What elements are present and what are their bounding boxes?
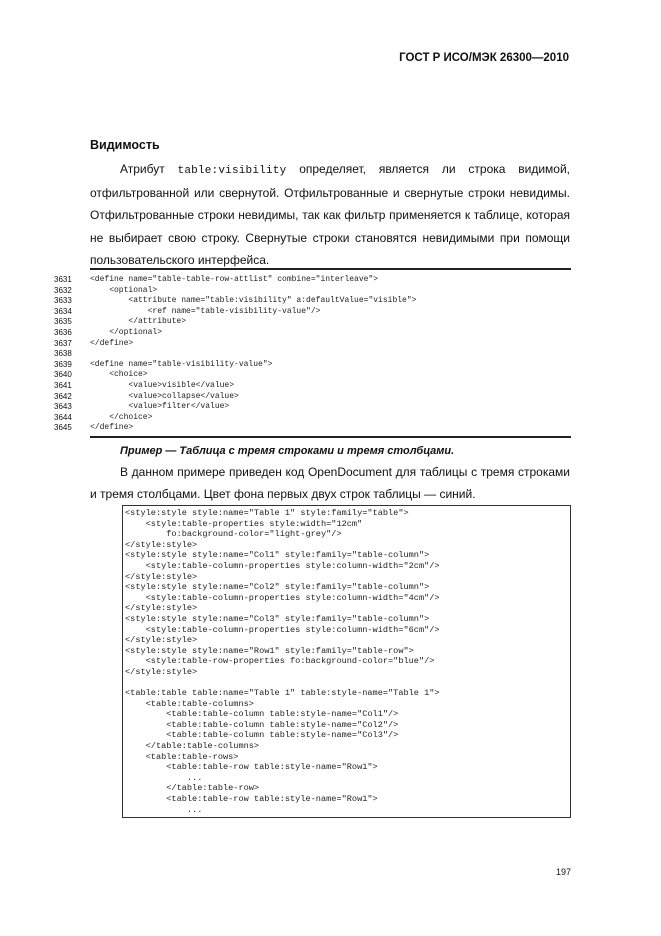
code-line: </table:table-columns> [125,741,260,752]
example-paragraph [90,461,570,505]
code-line: <table:table-column table:style-name="Col2"/> [125,719,399,730]
line-number: 3641 [54,380,72,390]
line-number: 3642 [54,391,72,401]
code-line: <style:table-column-properties style:column-width="6cm"/> [125,624,440,635]
document-header: ГОСТ Р ИСО/МЭК 26300—2010 [399,52,569,64]
line-number: 3637 [54,338,72,348]
code-line: <define name="table-visibility-value"> [90,359,273,369]
example-text: В данном примере приведен код OpenDocument для таблицы с тремя строками и тремя столбцами. Цвет фона первых двух строк таблицы — синий. [90,465,570,502]
code-line [125,678,440,689]
line-number: 3638 [54,349,72,359]
code-line: <table:table-columns> [125,698,254,709]
visibility-paragraph [90,158,570,271]
example-code [125,508,440,815]
example-code-box [122,505,571,818]
line-number: 3633 [54,296,72,306]
code-line: </style:style> [125,666,198,677]
code-line: <attribute name="table:visibility" a:defaultValue="visible"> [90,296,417,306]
code-line: <style:style style:name="Col2" style:family="table-column"> [125,582,430,593]
code-line: </attribute> [90,317,187,327]
code-line: </style:style> [125,635,198,646]
line-number: 3644 [54,412,72,422]
code-line: </optional> [90,327,163,337]
code-line: <optional> [90,285,158,295]
code-line: </define> [90,338,134,348]
listing-top-rule [90,268,571,270]
code-line: <define name="table-table-row-attlist" combine="interleave"> [90,275,379,284]
code-line: <style:style style:name="Col3" style:family="table-column"> [125,613,430,624]
line-number: 3639 [54,359,72,369]
page-number: 197 [556,867,572,877]
code-line: fo:background-color="light-grey"/> [125,529,342,540]
code-line [90,349,416,360]
code-line: <choice> [90,370,148,380]
code-line: <value>visible</value> [90,380,235,390]
line-number: 3635 [54,317,72,327]
code-line: <table:table table:name="Table 1" table:style-name="Table 1"> [125,688,440,699]
code-line: </define> [90,423,134,433]
code-line: <style:style style:name="Table 1" style:family="table"> [125,508,409,518]
code-line: <style:style style:name="Row1" style:family="table-row"> [125,645,414,656]
code-line: <table:table-row table:style-name="Row1"> [125,762,378,773]
code-line: <ref name="table-visibility-value"/> [90,306,321,316]
listing-bottom-rule [90,436,571,438]
para-text-after: определяет, является ли строка видимой, отфильтрованной или свернутой. Отфильтрованные и свернутые строки невидимы. Отфильтрованные строки невидимы, так как фильтр применяется к таблице, которая не выбирает свою строку. Свернутые строки становятся невидимыми при помощи пользовательского интерфейса. [90,162,570,267]
code-line: <style:table-row-properties fo:background-color="blue"/> [125,656,435,667]
code-line: <style:table-properties style:width="12cm" [125,518,363,529]
section-title: Видимость [90,138,160,152]
code-line: <value>collapse</value> [90,391,239,401]
line-number: 3640 [54,370,72,380]
code-line: <table:table-column table:style-name="Col3"/> [125,730,399,741]
code-line: <style:table-column-properties style:column-width="2cm"/> [125,560,440,571]
code-line: <style:style style:name="Col1" style:family="table-column"> [125,550,430,561]
line-number: 3636 [54,327,72,337]
line-number: 3631 [54,275,72,284]
code-line: </style:style> [125,571,198,582]
example-title: Пример — Таблица с тремя строками и тремя столбцами. [120,445,455,457]
line-number: 3643 [54,402,72,412]
schema-code [90,275,416,434]
code-line: <style:table-column-properties style:column-width="4cm"/> [125,592,440,603]
code-line: ... [125,772,203,783]
code-line: </style:style> [125,539,198,550]
code-line: <table:table-rows> [125,751,239,762]
line-number: 3634 [54,306,72,316]
code-line: </style:style> [125,603,198,614]
code-line: ... [125,804,203,815]
line-numbers [54,275,84,434]
code-line: </choice> [90,412,153,422]
code-line: <table:table-row table:style-name="Row1"> [125,794,378,805]
attribute-name: table:visibility [177,165,287,177]
line-number: 3632 [54,285,72,295]
line-number: 3645 [54,423,72,433]
para-text-before: Атрибут [120,162,178,176]
code-line: <value>filter</value> [90,402,230,412]
code-line: </table:table-row> [125,783,260,794]
code-line: <table:table-column table:style-name="Col1"/> [125,709,399,720]
